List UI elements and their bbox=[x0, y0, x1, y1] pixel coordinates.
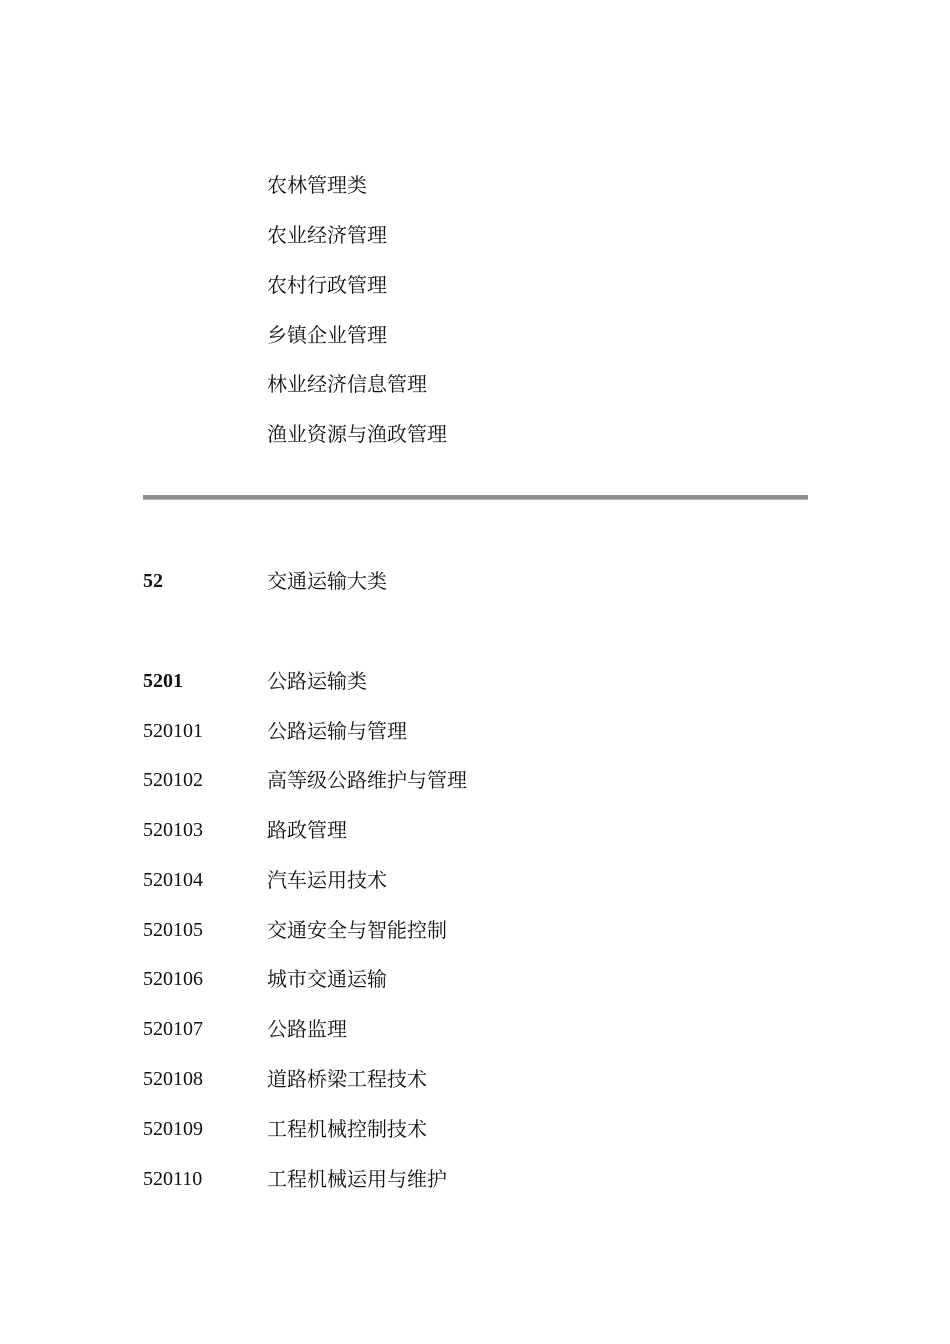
major-name: 交通安全与智能控制 bbox=[267, 918, 447, 942]
major-name: 公路监理 bbox=[267, 1017, 347, 1041]
major-code: 520103 bbox=[143, 819, 203, 841]
major-code: 520108 bbox=[143, 1068, 203, 1090]
major-code: 520107 bbox=[143, 1018, 203, 1040]
category-name: 交通运输大类 bbox=[267, 569, 387, 593]
major-code: 520109 bbox=[143, 1118, 203, 1140]
major-name: 农业经济管理 bbox=[267, 223, 387, 247]
list-item bbox=[0, 220, 950, 250]
list-item bbox=[0, 419, 950, 449]
major-name: 农村行政管理 bbox=[267, 273, 387, 297]
major-code: 520106 bbox=[143, 968, 203, 990]
major-name: 乡镇企业管理 bbox=[267, 323, 387, 347]
subcategory-code: 5201 bbox=[143, 670, 183, 692]
table-row bbox=[0, 1114, 950, 1144]
major-code: 520104 bbox=[143, 869, 203, 891]
major-name: 公路运输与管理 bbox=[267, 719, 407, 743]
table-row bbox=[0, 1014, 950, 1044]
category-row bbox=[0, 566, 950, 596]
major-name: 农林管理类 bbox=[267, 173, 367, 197]
table-row bbox=[0, 765, 950, 795]
list-item bbox=[0, 369, 950, 399]
major-code: 520110 bbox=[143, 1168, 203, 1190]
major-name: 汽车运用技术 bbox=[267, 868, 387, 892]
table-row bbox=[0, 1064, 950, 1094]
major-name: 城市交通运输 bbox=[267, 967, 387, 991]
table-row bbox=[0, 865, 950, 895]
list-item bbox=[0, 170, 950, 200]
major-name: 工程机械控制技术 bbox=[267, 1117, 427, 1141]
table-row bbox=[0, 964, 950, 994]
category-code: 52 bbox=[143, 570, 163, 592]
major-name: 工程机械运用与维护 bbox=[267, 1167, 447, 1191]
table-row bbox=[0, 815, 950, 845]
major-name: 道路桥梁工程技术 bbox=[267, 1067, 427, 1091]
table-row bbox=[0, 1164, 950, 1194]
major-name: 渔业资源与渔政管理 bbox=[267, 422, 447, 446]
major-name: 路政管理 bbox=[267, 818, 347, 842]
list-item bbox=[0, 270, 950, 300]
subcategory-name: 公路运输类 bbox=[267, 669, 367, 693]
major-code: 520101 bbox=[143, 720, 203, 742]
major-name: 高等级公路维护与管理 bbox=[267, 768, 467, 792]
subcategory-row bbox=[0, 666, 950, 696]
major-code: 520102 bbox=[143, 769, 203, 791]
major-code: 520105 bbox=[143, 919, 203, 941]
list-item bbox=[0, 320, 950, 350]
major-name: 林业经济信息管理 bbox=[267, 372, 427, 396]
section-divider bbox=[143, 495, 808, 500]
table-row bbox=[0, 915, 950, 945]
table-row bbox=[0, 716, 950, 746]
